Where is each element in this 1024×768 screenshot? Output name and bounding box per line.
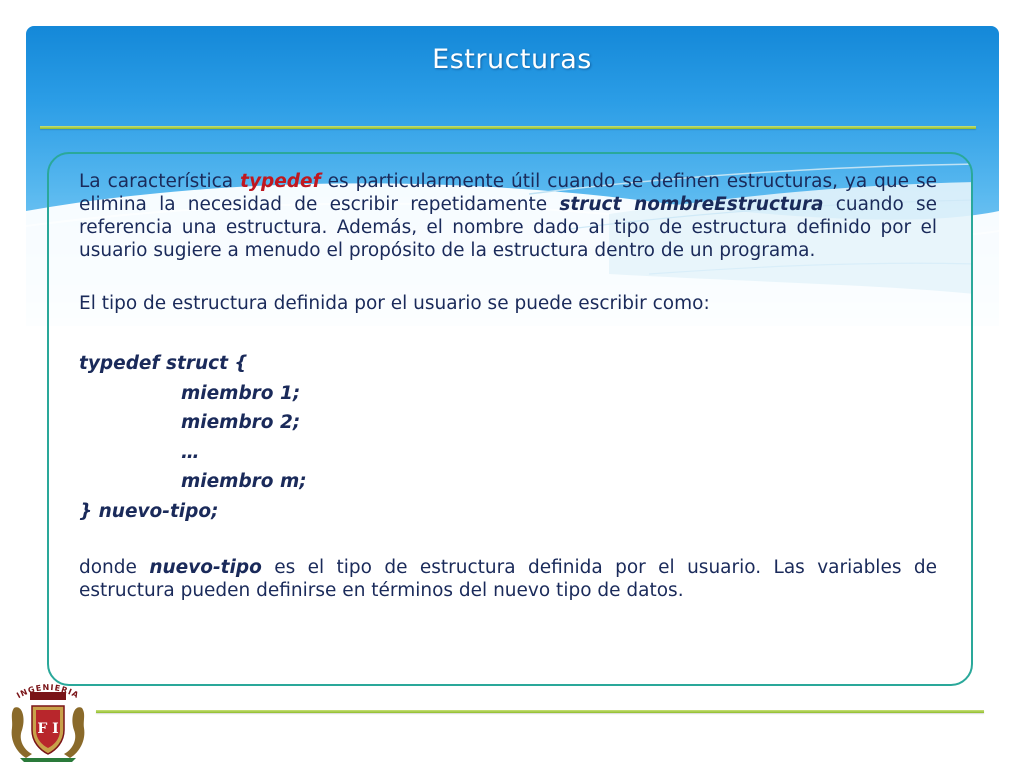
footer-divider	[96, 710, 984, 713]
svg-text:INGENIERIA: INGENIERIA	[15, 682, 81, 701]
code-line: } nuevo-tipo;	[79, 500, 219, 522]
code-line: miembro m;	[181, 471, 307, 492]
code-line: …	[181, 441, 200, 463]
ingenieria-logo	[8, 678, 88, 764]
keyword-typedef: typedef	[240, 171, 321, 192]
text-segment: donde	[79, 557, 150, 578]
title-divider	[40, 126, 976, 129]
code-line: miembro 2;	[181, 412, 301, 433]
logo-letters: F I	[37, 721, 59, 737]
paragraph-typedef-intro	[79, 170, 937, 262]
text-segment: es particularmente útil cuando se definen estructuras, ya que se elimina la necesidad de escribir repetidamente	[79, 171, 937, 215]
ingenieria-crest-icon	[8, 678, 88, 764]
slide-content	[79, 170, 937, 602]
text-segment: es el tipo de estructura definida por el usuario. Las variables de estructura pueden definirse en términos del nuevo tipo de datos.	[79, 557, 937, 601]
paragraph-syntax-intro: El tipo de estructura definida por el usuario se puede escribir como:	[79, 293, 710, 314]
text-segment: cuando se referencia una estructura. Además, el nombre dado al tipo de estructura definido por el usuario sugiere a menudo el propósito de la estructura dentro de un programa.	[79, 194, 938, 261]
keyword-struct-name: struct nombreEstructura	[559, 194, 824, 215]
code-line: typedef struct {	[79, 353, 248, 374]
text-segment: La característica	[79, 171, 241, 192]
slide-title: Estructuras	[432, 44, 592, 75]
paragraph-nuevo-tipo	[79, 556, 937, 602]
keyword-nuevo-tipo: nuevo-tipo	[149, 557, 262, 578]
code-block	[79, 349, 937, 526]
code-line: miembro 1;	[181, 382, 301, 404]
